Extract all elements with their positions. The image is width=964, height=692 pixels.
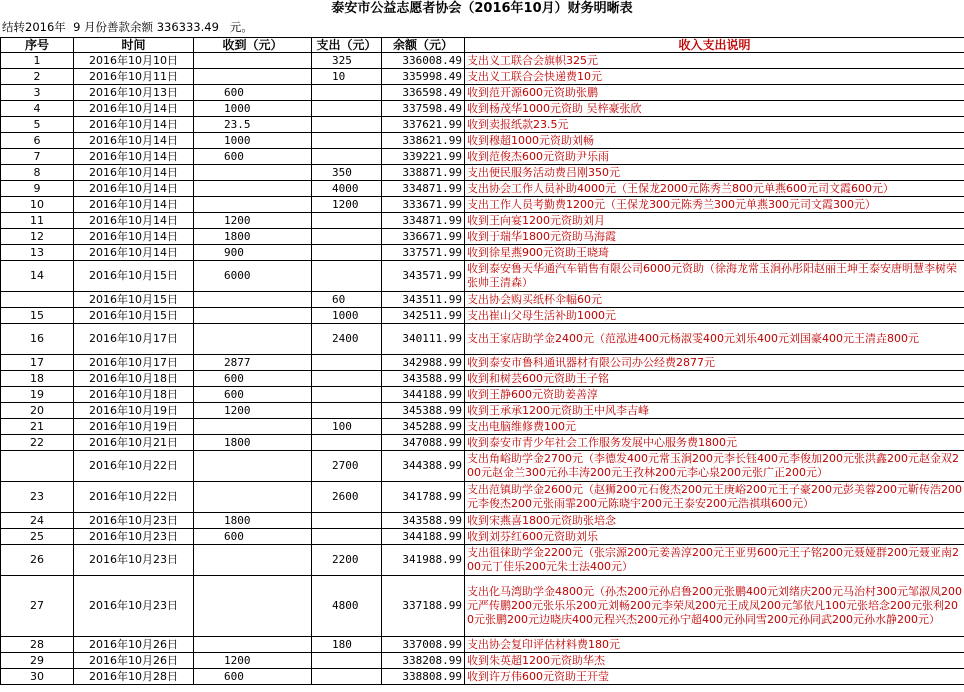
row-income: 6000	[194, 261, 312, 292]
row-balance: 343588.99	[382, 513, 465, 529]
row-income: 600	[194, 85, 312, 101]
row-expense	[312, 245, 382, 261]
ledger-body	[1, 53, 964, 685]
row-balance: 341788.99	[382, 482, 465, 513]
row-balance: 334871.99	[382, 181, 465, 197]
row-no: 13	[1, 245, 74, 261]
row-income: 600	[194, 387, 312, 403]
table-row	[1, 355, 964, 371]
row-expense	[312, 529, 382, 545]
table-row	[1, 387, 964, 403]
row-description: 支出协会工作人员补助4000元（王保龙2000元陈秀兰800元单燕600元司文霞600元）	[465, 181, 964, 197]
table-row	[1, 653, 964, 669]
row-date: 2016年10月23日	[74, 545, 194, 576]
row-no: 26	[1, 545, 74, 576]
row-date: 2016年10月10日	[74, 53, 194, 69]
row-income: 600	[194, 529, 312, 545]
row-no: 25	[1, 529, 74, 545]
row-date: 2016年10月14日	[74, 149, 194, 165]
row-date: 2016年10月14日	[74, 181, 194, 197]
row-income: 600	[194, 149, 312, 165]
row-date: 2016年10月18日	[74, 387, 194, 403]
table-row	[1, 451, 964, 482]
row-income: 1000	[194, 133, 312, 149]
row-no: 17	[1, 355, 74, 371]
row-no: 2	[1, 69, 74, 85]
row-balance: 338621.99	[382, 133, 465, 149]
row-income	[194, 69, 312, 85]
table-row	[1, 101, 964, 117]
table-row	[1, 419, 964, 435]
row-date: 2016年10月19日	[74, 403, 194, 419]
row-income: 23.5	[194, 117, 312, 133]
row-description: 收到杨茂华1000元资助 吴梓豪张欣	[465, 101, 964, 117]
row-expense	[312, 117, 382, 133]
row-balance: 336671.99	[382, 229, 465, 245]
row-description: 收到王静600元资助姜善淳	[465, 387, 964, 403]
row-expense: 2400	[312, 324, 382, 355]
row-expense: 350	[312, 165, 382, 181]
row-no	[1, 292, 74, 308]
row-expense: 100	[312, 419, 382, 435]
row-description: 支出便民服务活动费吕刚350元	[465, 165, 964, 181]
row-no: 6	[1, 133, 74, 149]
table-row	[1, 213, 964, 229]
row-income	[194, 197, 312, 213]
row-date: 2016年10月14日	[74, 245, 194, 261]
column-header-income: 收到（元）	[194, 38, 312, 53]
row-balance: 338808.99	[382, 669, 465, 685]
row-description: 支出电脑维修费100元	[465, 419, 964, 435]
row-no: 15	[1, 308, 74, 324]
row-no: 22	[1, 435, 74, 451]
table-row	[1, 545, 964, 576]
table-row	[1, 576, 964, 637]
table-row	[1, 308, 964, 324]
row-date: 2016年10月15日	[74, 308, 194, 324]
row-expense: 2600	[312, 482, 382, 513]
row-date: 2016年10月22日	[74, 451, 194, 482]
row-income	[194, 637, 312, 653]
row-no: 28	[1, 637, 74, 653]
row-description: 支出协会购买纸杯伞幅60元	[465, 292, 964, 308]
row-income	[194, 181, 312, 197]
row-expense: 60	[312, 292, 382, 308]
row-expense	[312, 355, 382, 371]
row-no: 4	[1, 101, 74, 117]
row-no: 18	[1, 371, 74, 387]
row-description: 收到于瑞华1800元资助马海霞	[465, 229, 964, 245]
row-balance: 343588.99	[382, 371, 465, 387]
row-description: 收到泰安鲁天华通汽车销售有限公司6000元资助（徐海龙常玉涧孙彤阳赵丽王坤王泰安唐明慧李树荣张帅王清森）	[465, 261, 964, 292]
table-row	[1, 324, 964, 355]
table-row	[1, 133, 964, 149]
row-balance: 343511.99	[382, 292, 465, 308]
row-no: 1	[1, 53, 74, 69]
table-row	[1, 261, 964, 292]
row-date: 2016年10月14日	[74, 101, 194, 117]
row-expense: 10	[312, 69, 382, 85]
row-income: 1200	[194, 403, 312, 419]
row-expense	[312, 229, 382, 245]
row-expense	[312, 213, 382, 229]
row-expense: 180	[312, 637, 382, 653]
row-no: 29	[1, 653, 74, 669]
table-row	[1, 669, 964, 685]
row-income: 600	[194, 371, 312, 387]
row-description: 支出化马湾助学金4800元（孙杰200元孙启鲁200元张鹏400元刘绪庆200元马治村300元邹淑凤200元严传鹏200元张乐乐200元刘畅200元李荣凤200元王成凤200元邹依凡100元张培念200元张利200元张鹏200元边晓庆400元程兴杰200元孙宁超400元孙同雪200元孙同武200元孙水静200元）	[465, 576, 964, 637]
row-expense: 4000	[312, 181, 382, 197]
table-row	[1, 69, 964, 85]
table-row	[1, 85, 964, 101]
row-description: 支出徂徕助学金2200元（张宗源200元姜善淳200元王亚男600元王子铭200元聂娅群200元聂亚南200元丁佳乐200元朱士法400元）	[465, 545, 964, 576]
row-expense: 2200	[312, 545, 382, 576]
row-no: 10	[1, 197, 74, 213]
row-income: 1800	[194, 435, 312, 451]
row-expense: 4800	[312, 576, 382, 637]
row-income	[194, 545, 312, 576]
row-no: 21	[1, 419, 74, 435]
table-row	[1, 53, 964, 69]
row-balance: 333671.99	[382, 197, 465, 213]
row-expense	[312, 371, 382, 387]
row-no: 14	[1, 261, 74, 292]
row-income: 600	[194, 669, 312, 685]
row-date: 2016年10月14日	[74, 197, 194, 213]
row-balance: 339221.99	[382, 149, 465, 165]
row-expense	[312, 513, 382, 529]
row-balance: 337598.49	[382, 101, 465, 117]
row-description: 收到范俊杰600元资助尹乐雨	[465, 149, 964, 165]
row-date: 2016年10月14日	[74, 133, 194, 149]
row-description: 支出范镇助学金2600元（赵狮200元石俊杰200元王庚峪200元王子豪200元彭美蓉200元靳传浩200元李俊杰200元张雨霏200元陈晓宇200元王泰安200元浩祺琪600元）	[465, 482, 964, 513]
row-income	[194, 451, 312, 482]
table-row	[1, 637, 964, 653]
row-description: 收到范开源600元资助张鹏	[465, 85, 964, 101]
row-expense	[312, 149, 382, 165]
table-row	[1, 149, 964, 165]
row-balance: 340111.99	[382, 324, 465, 355]
table-row	[1, 197, 964, 213]
row-date: 2016年10月28日	[74, 669, 194, 685]
table-row	[1, 435, 964, 451]
row-no: 27	[1, 576, 74, 637]
row-description: 收到泰安市鲁科通讯器材有限公司办公经费2877元	[465, 355, 964, 371]
row-date: 2016年10月17日	[74, 355, 194, 371]
row-no: 19	[1, 387, 74, 403]
row-date: 2016年10月11日	[74, 69, 194, 85]
row-income	[194, 576, 312, 637]
row-description: 收到泰安市青少年社会工作服务发展中心服务费1800元	[465, 435, 964, 451]
row-description: 收到徐星燕900元资助王晓琦	[465, 245, 964, 261]
row-balance: 336008.49	[382, 53, 465, 69]
row-no: 20	[1, 403, 74, 419]
row-description: 支出工作人员考勤费1200元（王保龙300元陈秀兰300元单燕300元司文霞300元）	[465, 197, 964, 213]
row-description: 支出协会复印评估材料费180元	[465, 637, 964, 653]
row-balance: 342511.99	[382, 308, 465, 324]
table-row	[1, 165, 964, 181]
row-description: 支出义工联合会旗帜325元	[465, 53, 964, 69]
row-description: 收到穆超1000元资助刘畅	[465, 133, 964, 149]
row-date: 2016年10月23日	[74, 513, 194, 529]
row-income	[194, 482, 312, 513]
row-no: 9	[1, 181, 74, 197]
row-income	[194, 165, 312, 181]
row-description: 收到王向宴1200元资助刘月	[465, 213, 964, 229]
row-description: 支出义工联合会快递费10元	[465, 69, 964, 85]
table-row	[1, 292, 964, 308]
row-expense	[312, 101, 382, 117]
row-date: 2016年10月14日	[74, 165, 194, 181]
row-description: 收到宋燕喜1800元资助张培念	[465, 513, 964, 529]
row-expense	[312, 387, 382, 403]
row-income: 2877	[194, 355, 312, 371]
row-no: 24	[1, 513, 74, 529]
row-balance: 335998.49	[382, 69, 465, 85]
table-header-row	[1, 38, 964, 53]
row-date: 2016年10月14日	[74, 117, 194, 133]
row-income: 1800	[194, 229, 312, 245]
row-balance: 341988.99	[382, 545, 465, 576]
row-income	[194, 308, 312, 324]
row-description: 收到朱英超1200元资助华杰	[465, 653, 964, 669]
row-balance: 336598.49	[382, 85, 465, 101]
row-balance: 347088.99	[382, 435, 465, 451]
row-expense	[312, 653, 382, 669]
row-date: 2016年10月13日	[74, 85, 194, 101]
ledger-table	[0, 37, 964, 685]
row-balance: 337571.99	[382, 245, 465, 261]
row-no: 23	[1, 482, 74, 513]
row-date: 2016年10月17日	[74, 324, 194, 355]
row-no: 8	[1, 165, 74, 181]
row-date: 2016年10月23日	[74, 576, 194, 637]
row-balance: 337008.99	[382, 637, 465, 653]
row-date: 2016年10月21日	[74, 435, 194, 451]
row-balance: 337621.99	[382, 117, 465, 133]
row-income: 1800	[194, 513, 312, 529]
column-header-description: 收入支出说明	[465, 38, 964, 53]
row-description: 收到和树芸600元资助王子铭	[465, 371, 964, 387]
row-date: 2016年10月26日	[74, 637, 194, 653]
row-expense: 2700	[312, 451, 382, 482]
row-description: 收到许万伟600元资助王开莹	[465, 669, 964, 685]
row-description: 收到王承承1200元资助王中风李吉峰	[465, 403, 964, 419]
row-date: 2016年10月14日	[74, 229, 194, 245]
page-title: 泰安市公益志愿者协会（2016年10月）财务明晰表	[331, 1, 633, 16]
row-balance: 344388.99	[382, 451, 465, 482]
row-balance: 338208.99	[382, 653, 465, 669]
row-expense	[312, 261, 382, 292]
row-income: 900	[194, 245, 312, 261]
carryover-balance-line: 结转2016年 9 月份善款余额 336333.49 元。	[2, 20, 253, 34]
table-row	[1, 482, 964, 513]
row-description: 收到刘芬红600元资助刘乐	[465, 529, 964, 545]
row-date: 2016年10月15日	[74, 292, 194, 308]
row-no: 5	[1, 117, 74, 133]
row-expense	[312, 435, 382, 451]
row-income	[194, 324, 312, 355]
row-balance: 334871.99	[382, 213, 465, 229]
row-description: 收到卖报纸款23.5元	[465, 117, 964, 133]
row-income	[194, 53, 312, 69]
table-row	[1, 245, 964, 261]
row-balance: 337188.99	[382, 576, 465, 637]
row-no: 7	[1, 149, 74, 165]
row-income: 1000	[194, 101, 312, 117]
row-no: 12	[1, 229, 74, 245]
row-balance: 344188.99	[382, 387, 465, 403]
row-balance: 338871.99	[382, 165, 465, 181]
row-no	[1, 451, 74, 482]
row-no: 16	[1, 324, 74, 355]
table-row	[1, 229, 964, 245]
row-description: 支出角峪助学金2700元（李德发400元常玉涧200元李长钰400元李俊加200元张洪鑫200元赵金双200元赵金兰300元孙丰涛200元王孜林200元李心泉200元张广正200元）	[465, 451, 964, 482]
table-row	[1, 529, 964, 545]
table-row	[1, 403, 964, 419]
row-expense: 325	[312, 53, 382, 69]
row-no: 30	[1, 669, 74, 685]
row-date: 2016年10月26日	[74, 653, 194, 669]
row-no: 3	[1, 85, 74, 101]
row-date: 2016年10月23日	[74, 529, 194, 545]
row-income: 1200	[194, 213, 312, 229]
row-expense	[312, 85, 382, 101]
row-date: 2016年10月18日	[74, 371, 194, 387]
row-balance: 342988.99	[382, 355, 465, 371]
row-balance: 345288.99	[382, 419, 465, 435]
row-expense: 1000	[312, 308, 382, 324]
row-balance: 343571.99	[382, 261, 465, 292]
row-date: 2016年10月15日	[74, 261, 194, 292]
row-description: 支出王家店助学金2400元（范泓进400元杨淑雯400元刘乐400元刘国豪400元王清垚800元	[465, 324, 964, 355]
column-header-expense: 支出（元）	[312, 38, 382, 53]
row-date: 2016年10月14日	[74, 213, 194, 229]
table-row	[1, 371, 964, 387]
table-row	[1, 117, 964, 133]
row-expense	[312, 133, 382, 149]
row-description: 支出崔山父母生活补助1000元	[465, 308, 964, 324]
table-row	[1, 513, 964, 529]
column-header-no: 序号	[1, 38, 74, 53]
row-income	[194, 419, 312, 435]
row-balance: 345388.99	[382, 403, 465, 419]
column-header-date: 时间	[74, 38, 194, 53]
row-date: 2016年10月22日	[74, 482, 194, 513]
row-income: 1200	[194, 653, 312, 669]
row-balance: 344188.99	[382, 529, 465, 545]
table-row	[1, 181, 964, 197]
row-date: 2016年10月19日	[74, 419, 194, 435]
row-income	[194, 292, 312, 308]
row-no: 11	[1, 213, 74, 229]
column-header-balance: 余额（元）	[382, 38, 465, 53]
row-expense: 1200	[312, 197, 382, 213]
row-expense	[312, 669, 382, 685]
row-expense	[312, 403, 382, 419]
